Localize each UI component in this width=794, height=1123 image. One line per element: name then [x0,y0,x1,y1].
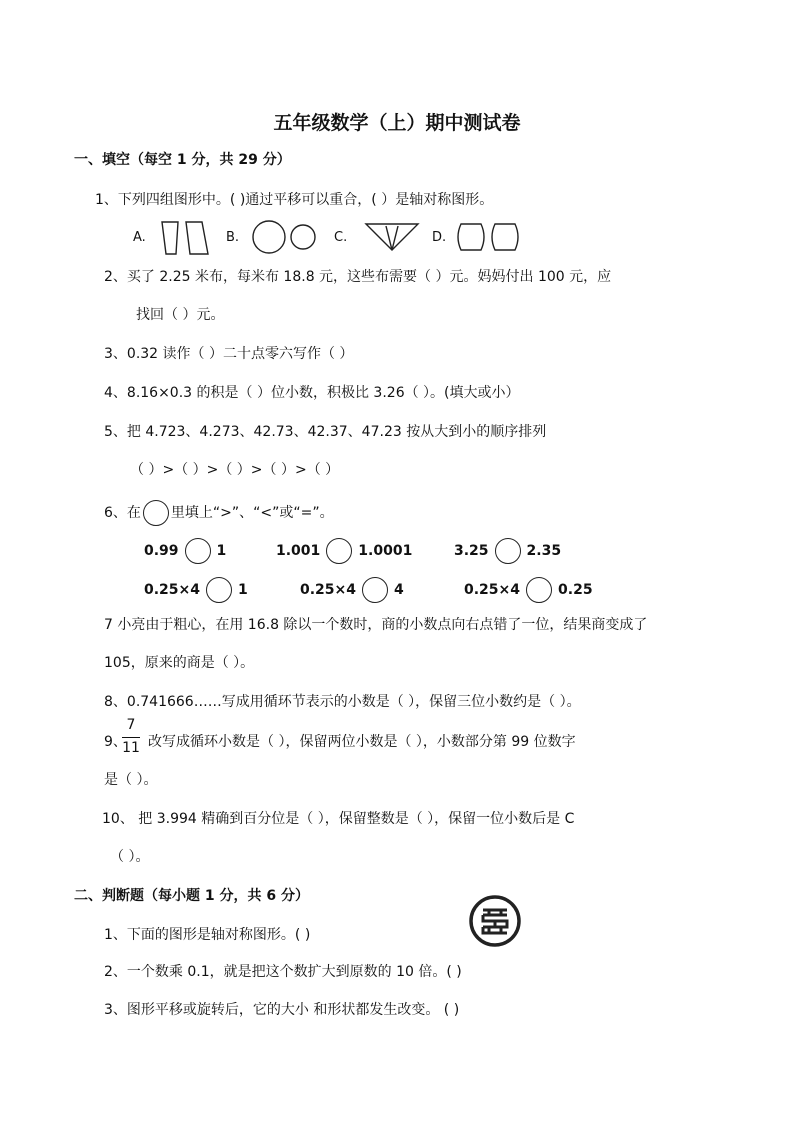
q9-line2: 是（ ）。 [104,772,158,788]
q1-option-c-label: C. [334,230,348,245]
q1-text: 1、下列四组图形中。( )通过平移可以重合，( ）是轴对称图形。 [95,192,494,208]
s2-q2-text: 2、一个数乘 0.1，就是把这个数扩大到原数的 10 倍。( ) [104,964,462,980]
q6-row1-item2: 1.001 1.0001 [276,538,412,564]
q9-number: 9、 [104,734,127,750]
q10-line1: 10、 把 3.994 精确到百分位是（ ），保留整数是（ ），保留一位小数后是 C [102,811,575,827]
q2-line2: 找回（ ）元。 [136,307,225,323]
q9-fraction-numerator: 7 [126,717,136,733]
compare-circle-icon [143,500,169,526]
q1-option-a-shapes [160,220,210,256]
q6-row2-item3: 0.25×4 0.25 [464,577,593,603]
q6-instruction [104,500,334,526]
q6-row1-item3: 3.25 2.35 [454,538,561,564]
compare-circle-icon[interactable] [495,538,521,564]
section1-header: 一、填空（每空 1 分，共 29 分） [74,152,291,168]
q1-option-a-label: A. [133,230,146,245]
q6-row2-item2: 0.25×4 4 [300,577,404,603]
q7-line2: 105，原来的商是（ ）。 [104,655,255,671]
q7-line1: 7 小亮由于粗心，在用 16.8 除以一个数时，商的小数点向右点错了一位，结果商变成了 [104,617,648,633]
compare-circle-icon[interactable] [526,577,552,603]
q1-option-d-label: D. [432,230,447,245]
q3-text: 3、0.32 读作（ ）二十点零六写作（ ） [104,346,354,362]
compare-circle-icon[interactable] [185,538,211,564]
q9-fraction-denominator: 11 [122,740,140,756]
compare-circle-icon[interactable] [206,577,232,603]
q6-row2-item1: 0.25×4 1 [144,577,248,603]
q2-line1: 2、买了 2.25 米布，每米布 18.8 元，这些布需要（ ）元。妈妈付出 100 元，应 [104,269,612,285]
s2-q3-text: 3、图形平移或旋转后，它的大小 和形状都发生改变。 ( ) [104,1002,460,1018]
fraction-bar [122,737,140,738]
q1-option-b-label: B. [226,230,240,245]
q6-suffix: 里填上“>”、“<”或“=”。 [170,505,334,521]
compare-circle-icon[interactable] [362,577,388,603]
q1-option-d-shapes [457,222,523,252]
q9-line1: 改写成循环小数是（ ），保留两位小数是（ ），小数部分第 99 位数字 [148,734,576,750]
q1-option-b-shapes [252,220,322,256]
page-title: 五年级数学（上）期中测试卷 [273,112,521,134]
q5-line1: 5、把 4.723、4.273、42.73、42.37、47.23 按从大到小的顺序排列 [104,424,547,440]
q6-prefix: 6、在 [104,505,141,521]
q5-line2: （ ）>（ ）>（ ）>（ ）>（ ） [130,462,340,478]
q4-text: 4、8.16×0.3 的积是（ ）位小数，积极比 3.26（ ）。(填大或小） [104,385,520,401]
q8-text: 8、0.741666……写成用循环节表示的小数是（ ），保留三位小数约是（ ）。 [104,694,581,710]
compare-circle-icon[interactable] [326,538,352,564]
section2-header: 二、判断题（每小题 1 分，共 6 分） [74,888,309,904]
s2-q1-text: 1、下面的图形是轴对称图形。( ) [104,927,311,943]
bank-logo-icon [469,895,521,947]
q6-row1-item1: 0.99 1 [144,538,226,564]
q1-option-c-shapes [364,222,420,254]
q10-line2: （ ）。 [110,849,150,865]
